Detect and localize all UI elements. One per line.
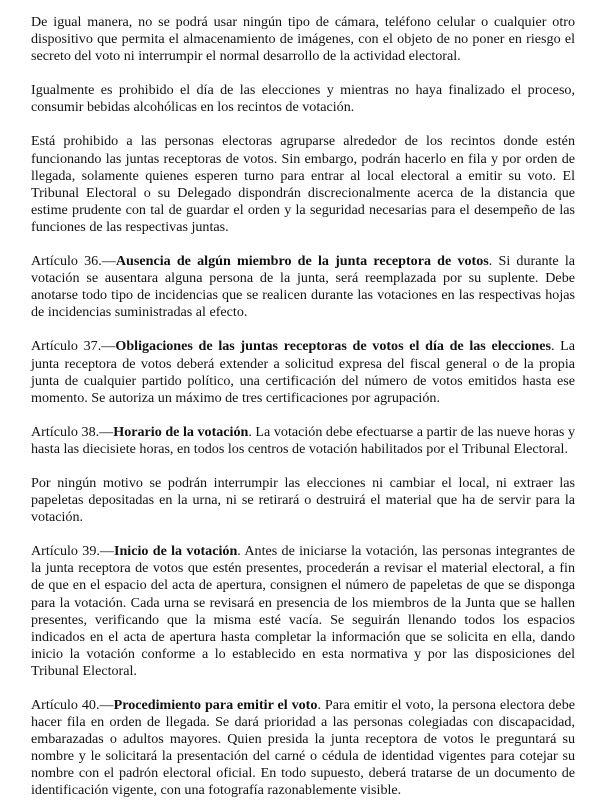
article-title: Procedimiento para emitir el voto [113,697,318,713]
article-body: . Si durante la votación se ausentara alguna persona de la junta, será reemplazada por su suplente. Debe anotarse todo tipo de incidencias que se realicen durante las votaciones en las respectivas hojas de incidencias suministradas al efecto. [31,253,576,321]
article-body: . La votación debe efectuarse a partir de las nueve horas y hasta las diecisiete horas, en todos los centros de votación habilitados por el Tribunal Electoral. [31,423,575,457]
article-prefix: Artículo 40.— [31,697,114,713]
article-body: . La junta receptora de votos deberá extender a solicitud expresa del fiscal general o de la propia junta de cualquier partido político, una certificación del número de votos emitidos hasta ese momento. Se autoriza un máximo de tres certificaciones por agrupación. [31,338,576,406]
article-title: Horario de la votación [113,423,249,440]
paragraph-grouping-prohibition [31,133,575,236]
article-40 [31,697,575,800]
article-title: Ausencia de algún miembro de la junta receptora de votos [115,253,489,270]
article-39 [31,543,575,680]
article-body: . Para emitir el voto, la persona electora debe hacer fila en orden de llegada. Se dará prioridad a las personas colegiadas con discapacidad, embarazadas o adultos mayores. Quien presida la junta receptora de votos le preguntará su nombre y le solicitará la presentación del carné o cédula de identidad vigentes para cotejar su nombre con el padrón electoral oficial. En todo supuesto, deberá tratarse de un documento de identificación vigente, con una fotografía razonablemente visible. [31,697,575,799]
paragraph-alcohol-prohibition [31,82,575,116]
paragraph-no-interruption [31,475,575,526]
paragraph-camera-prohibition [31,14,575,65]
article-37 [31,338,575,406]
article-38 [31,424,575,458]
paragraph-text: Igualmente es prohibido el día de las elecciones y mientras no haya finalizado el proceso, consumir bebidas alcohólicas en los recintos de votación. [31,82,575,116]
article-prefix: Artículo 39.— [31,543,114,560]
paragraph-text: Por ningún motivo se podrán interrumpir las elecciones ni cambiar el local, ni extraer las papeletas depositadas en la urna, ni se retirará o destruirá el material que ha de servir para la votación. [31,474,575,526]
article-prefix: Artículo 37.— [31,338,116,355]
article-prefix: Artículo 38.— [31,423,114,440]
paragraph-text: Está prohibido a las personas electoras agruparse alrededor de los recintos donde estén funcionando las juntas receptoras de votos. Sin embargo, podrán hacerlo en fila y por orden de llegada, solamente quienes esperen turno para entrar al local electoral a emitir su voto. El Tribunal Electoral o su Delegado dispondrán discrecionalmente acerca de la distancia que estime prudente con tal de guardar el orden y la seguridad necesarias para el desempeño de las funciones de las respectivas juntas. [31,133,575,235]
article-body: . Antes de iniciarse la votación, las personas integrantes de la junta receptora de votos que estén presentes, procederán a revisar el material electoral, a fin de que en el espacio del acta de apertura, consignen el número de papeletas de que se disponga para la votación. Cada urna se revisará en presencia de los miembros de la Junta que se hallen presentes, verificando que la misma esté vacía. Se seguirán llenando todos los espacios indicados en el acta de apertura hasta completar la información que se solicita en ella, dando inicio la votación conforme a lo establecido en esta normativa y por las disposiciones del Tribunal Electoral. [31,543,575,679]
document-page [31,14,575,800]
article-prefix: Artículo 36.— [31,253,116,270]
paragraph-text: De igual manera, no se podrá usar ningún tipo de cámara, teléfono celular o cualquier otro dispositivo que permita el almacenamiento de imágenes, con el objeto de no poner en riesgo el secreto del voto ni interrumpir el normal desarrollo de la actividad electoral. [31,14,575,65]
article-36 [31,253,575,321]
article-title: Obligaciones de las juntas receptoras de votos el día de las elecciones [115,338,551,355]
article-title: Inicio de la votación [113,543,238,560]
